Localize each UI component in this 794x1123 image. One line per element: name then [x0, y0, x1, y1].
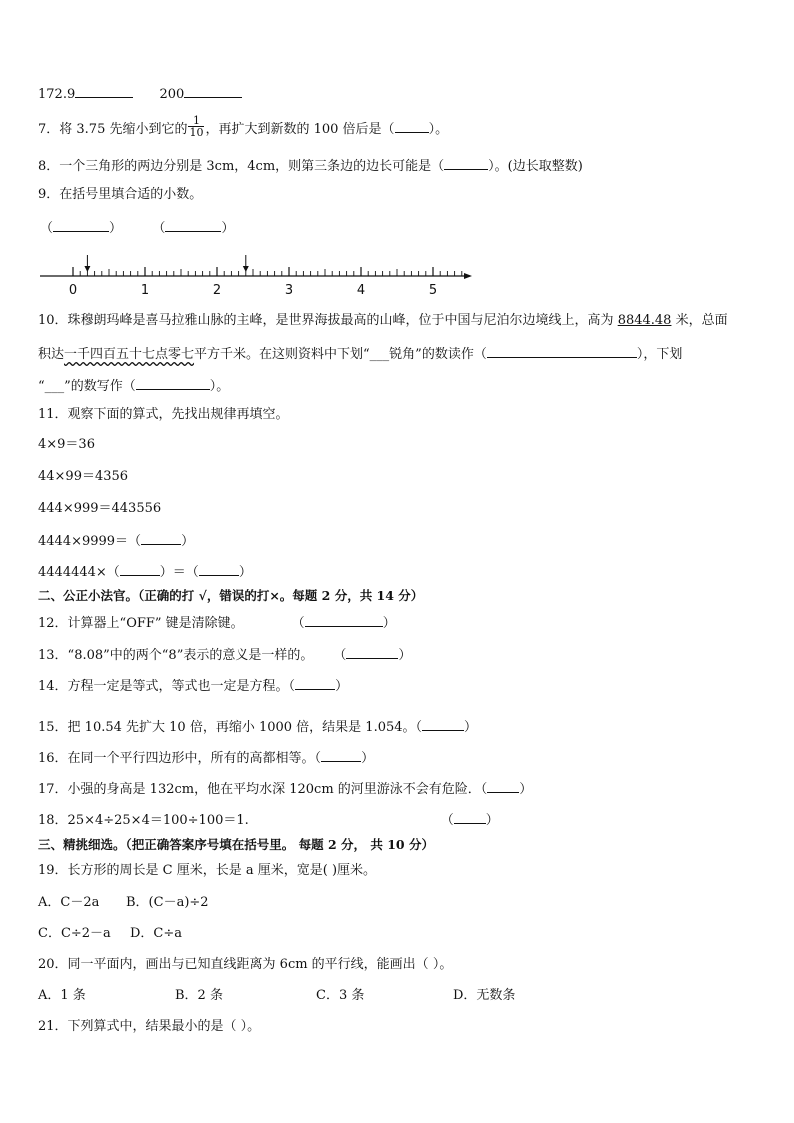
tick-label: 0: [68, 283, 78, 296]
q18-blank[interactable]: [454, 810, 486, 824]
q6-a-blank[interactable]: [75, 84, 133, 98]
q20: 20．同一平面内，画出与已知直线距离为 6cm 的平行线，能画出（ ）。: [38, 957, 453, 972]
q12-blank[interactable]: [305, 613, 383, 627]
pointer-arrow-head: [243, 266, 249, 272]
q10-height: 8844.48: [617, 313, 672, 328]
q14: 14．方程一定是等式，等式也一定是方程。（ ）: [38, 676, 348, 696]
q17-blank[interactable]: [487, 779, 519, 793]
q11-eq-2: 44×99＝4356: [38, 469, 129, 484]
q7-blank[interactable]: [395, 119, 429, 133]
q6-line: [38, 84, 242, 104]
q13-blank[interactable]: [346, 645, 398, 659]
q11-blank-3[interactable]: [199, 562, 239, 576]
axis-arrowhead: [464, 273, 472, 279]
q15-blank[interactable]: [422, 717, 464, 731]
number-line: [38, 252, 478, 296]
q11-blank-1[interactable]: [141, 531, 181, 545]
q18: 18．25×4÷25×4＝100÷100＝1. （ ）: [38, 810, 499, 830]
q15: 15．把 10.54 先扩大 10 倍，再缩小 1000 倍，结果是 1.054。（ ）: [38, 717, 477, 737]
tick-label: 1: [140, 283, 150, 296]
q20-option-d[interactable]: D．无数条: [453, 988, 516, 1003]
q9: 9．在括号里填合适的小数。: [38, 187, 203, 202]
q19-option-c[interactable]: C．C÷2－a: [38, 926, 111, 941]
q7-fraction: $\frac{1}{10}$: [189, 114, 204, 139]
q10-area: 一千四百五十七点零七: [64, 347, 195, 362]
q11-eq-5: 4444444×（ ）＝（ ）: [38, 562, 252, 582]
q19-option-b[interactable]: B．(C－a)÷2: [126, 895, 209, 910]
tick-label: 5: [428, 283, 438, 296]
q9-blanks: （ ） （ ）: [40, 218, 234, 238]
q20-option-c[interactable]: C．3 条: [316, 988, 365, 1003]
q10-blank-2[interactable]: [136, 376, 210, 390]
q11-eq-4: 4444×9999＝（ ）: [38, 531, 194, 551]
q11: 11．观察下面的算式，先找出规律再填空。: [38, 407, 289, 422]
q7: 7．将 3.75 先缩小到它的 $\frac{1}{10}$ ，再扩大到新数的 100 倍后是（ ）。: [38, 114, 449, 139]
q10-line-3: “___”的数写作（ ）。: [38, 376, 229, 396]
q7-text: 7．将 3.75 先缩小到它的: [38, 122, 188, 137]
q8-blank[interactable]: [444, 156, 488, 170]
q19-options-1: [38, 894, 209, 912]
q19-options-2: [38, 925, 182, 943]
q9-blank-2[interactable]: [165, 218, 221, 232]
q9-blank-1[interactable]: [53, 218, 109, 232]
section-2-title: 二、公正小法官。（正确的打 √，错误的打×。每题 2 分，共 14 分）: [38, 588, 424, 603]
q13: 13．“8.08”中的两个“8”表示的意义是一样的。 （ ）: [38, 645, 411, 665]
q11-eq-3: 444×999＝443556: [38, 501, 162, 516]
q20-option-b[interactable]: B．2 条: [175, 988, 223, 1003]
q11-blank-2[interactable]: [120, 562, 160, 576]
q16: 16．在同一个平行四边形中，所有的高都相等。（ ）: [38, 748, 374, 768]
tick-label: 4: [356, 283, 366, 296]
tick-label: 2: [212, 283, 222, 296]
q10-line-1: 10．珠穆朗玛峰是喜马拉雅山脉的主峰，是世界海拔最高的山峰，位于中国与尼泊尔边境线上，高为 8844.48 米，总面: [38, 313, 728, 328]
q14-blank[interactable]: [295, 676, 335, 690]
q8: 8．一个三角形的两边分别是 3cm，4cm，则第三条边的边长可能是（ ）。(边长取整数): [38, 156, 583, 176]
q19: 19．长方形的周长是 C 厘米，长是 a 厘米，宽是( )厘米。: [38, 863, 377, 878]
q19-option-d[interactable]: D．C÷a: [130, 926, 183, 941]
pointer-arrow-head: [84, 266, 90, 272]
q7-text-2: ，再扩大到新数的 100 倍后是（: [205, 122, 395, 137]
q10-line-2: 积达一千四百五十七点零七平方千米。在这则资料中下划“___锐角”的数读作（ ），下划: [38, 344, 682, 364]
q8-text: 8．一个三角形的两边分别是 3cm，4cm，则第三条边的边长可能是（: [38, 159, 445, 174]
q20-options: [38, 987, 515, 1005]
q6-a: 172.9: [38, 87, 76, 102]
q12: 12．计算器上“OFF” 键是清除键。 （ ）: [38, 613, 396, 633]
q6-b-blank[interactable]: [184, 84, 242, 98]
q17: 17．小强的身高是 132cm，他在平均水深 120cm 的河里游泳不会有危险．（ ）: [38, 779, 532, 799]
q16-blank[interactable]: [321, 748, 361, 762]
q10-blank-1[interactable]: [487, 344, 637, 358]
q20-option-a[interactable]: A．1 条: [38, 988, 86, 1003]
tick-label: 3: [284, 283, 294, 296]
q21: 21．下列算式中，结果最小的是（ ）。: [38, 1019, 261, 1034]
q19-option-a[interactable]: A．C－2a: [38, 895, 100, 910]
q6-b: 200: [159, 87, 185, 102]
q11-eq-1: 4×9＝36: [38, 437, 95, 452]
section-3-title: 三、精挑细选。（把正确答案序号填在括号里。 每题 2 分， 共 10 分）: [38, 837, 434, 852]
